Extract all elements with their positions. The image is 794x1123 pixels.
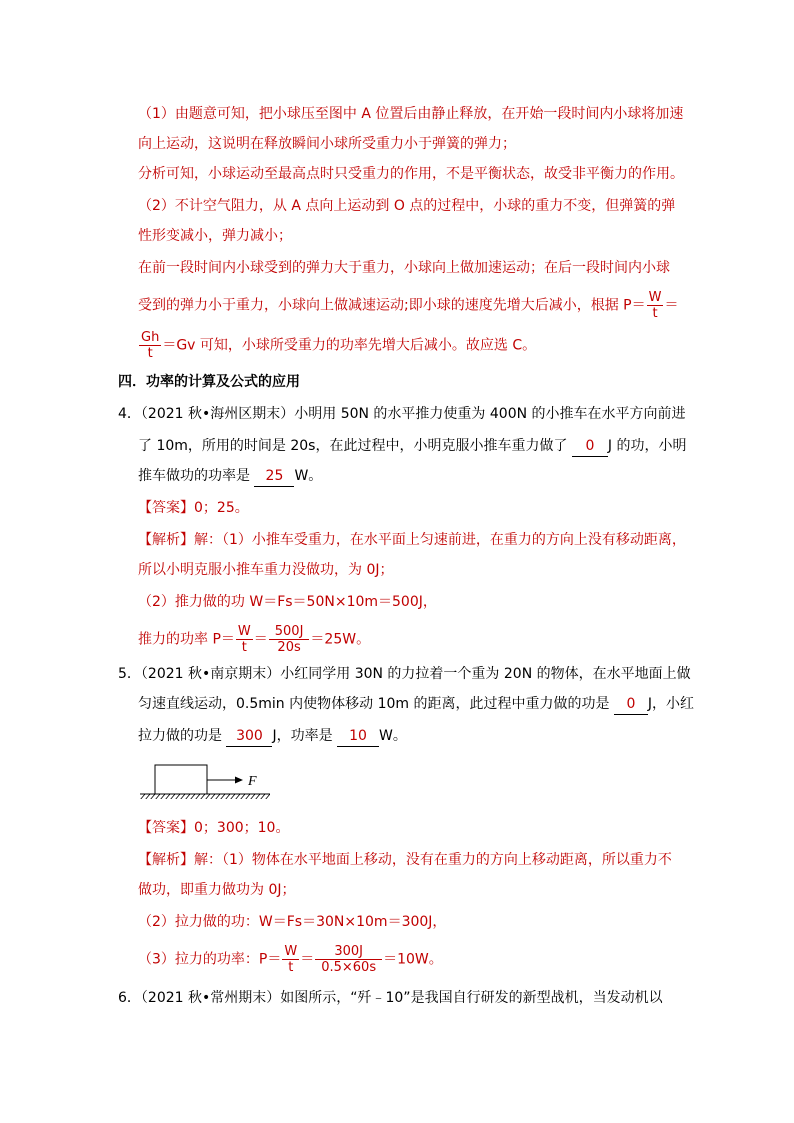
fraction-denominator: t — [147, 346, 153, 361]
q4-analysis-line-2: 所以小明克服小推车重力没做功，为 0J； — [138, 562, 394, 578]
answer-tag: 【答案】 — [138, 820, 194, 836]
fraction-denominator: 0.5×60s — [321, 960, 377, 975]
q5-blank-3: 10 — [337, 726, 379, 747]
solution-line-4: （2）不计空气阻力，从 A 点向上运动到 O 点的过程中，小球的重力不变，但弹簧的弹 — [138, 198, 676, 214]
equals-sign: ＝ — [300, 951, 315, 968]
force-diagram-svg — [140, 764, 275, 800]
analysis-tag: 【解析】 — [138, 532, 194, 548]
solution-line-2: 向上运动，这说明在释放瞬间小球所受重力小于弹簧的弹力； — [138, 136, 516, 152]
power-fraction-values — [269, 624, 310, 655]
fraction-numerator: W — [237, 624, 251, 639]
solution-line-5: 性形变减小，弹力减小； — [138, 228, 292, 244]
analysis-text: 推力的功率 P＝ — [138, 631, 235, 648]
answer-text: 0；300；10。 — [194, 820, 290, 836]
q5-stem-text: 拉力做的功是 — [138, 728, 227, 744]
fraction-numerator: 300J — [315, 944, 382, 960]
q6-stem-line-1: 6．（2021 秋•常州期末）如图所示，“歼﹣10”是我国自行研发的新型战机，当发动机以 — [118, 990, 663, 1006]
solution-line-6: 在前一段时间内小球受到的弹力大于重力，小球向上做加速运动；在后一段时间内小球 — [138, 260, 670, 276]
power-fraction-gh-over-t — [139, 330, 161, 361]
q5-stem-text: W。 — [379, 728, 407, 744]
q5-stem-text: J，功率是 — [272, 728, 338, 744]
fraction-numerator: Gh — [141, 330, 160, 345]
solution-line-8-text: ＝Gv 可知，小球所受重力的功率先增大后减小。故应选 C。 — [162, 337, 537, 354]
q5-stem-line-3 — [138, 726, 407, 747]
fraction-denominator: t — [288, 960, 294, 975]
power-fraction-w-over-t — [282, 944, 299, 975]
q5-blank-2: 300 — [226, 726, 272, 747]
fraction-denominator: t — [241, 640, 247, 655]
solution-line-7-text: 受到的弹力小于重力，小球向上做减速运动;即小球的速度先增大后减小，根据 P＝ — [138, 297, 646, 314]
answer-text: 0；25。 — [194, 500, 249, 516]
force-label: F — [248, 774, 257, 789]
q4-blank-2: 25 — [254, 466, 294, 487]
q4-analysis-line-1 — [138, 530, 686, 550]
analysis-tag: 【解析】 — [138, 852, 194, 868]
result-text: ＝25W。 — [310, 631, 371, 648]
q4-stem-text: 推车做功的功率是 — [138, 468, 255, 484]
power-fraction-w-over-t — [236, 624, 253, 655]
solution-line-3: 分析可知，小球运动至最高点时只受重力的作用，不是平衡状态，故受非平衡力的作用。 — [138, 166, 684, 182]
ground-hatching — [140, 794, 270, 799]
force-arrow-head — [235, 777, 243, 784]
q5-stem-text: J，小红 — [647, 696, 695, 712]
answer-tag: 【答案】 — [138, 500, 194, 516]
fraction-numerator: 500J — [269, 624, 310, 640]
q4-analysis-line-4 — [138, 624, 370, 655]
block — [155, 765, 207, 794]
equals-sign: ＝ — [253, 631, 268, 648]
section-heading: 四．功率的计算及公式的应用 — [118, 374, 300, 390]
q5-stem-text: 匀速直线运动，0.5min 内使物体移动 10m 的距离，此过程中重力做的功是 — [138, 696, 614, 712]
power-fraction-values — [315, 944, 382, 975]
fraction-numerator: W — [648, 290, 662, 305]
q5-blank-1: 0 — [614, 694, 648, 715]
solution-line-8 — [138, 330, 536, 361]
q5-stem-line-1: 5．（2021 秋•南京期末）小红同学用 30N 的力拉着一个重为 20N 的物体，在水平地面上做 — [118, 666, 691, 682]
fraction-numerator: W — [284, 944, 298, 959]
result-text: ＝10W。 — [383, 951, 443, 968]
q5-answer — [138, 818, 289, 838]
q4-stem-text: W。 — [294, 468, 323, 484]
q4-stem-text: J 的功，小明 — [607, 438, 687, 454]
fraction-denominator: t — [652, 306, 658, 321]
q4-answer — [138, 498, 249, 518]
solution-line-7 — [138, 290, 678, 321]
q5-stem-line-2 — [138, 694, 694, 715]
force-diagram — [140, 764, 275, 804]
analysis-text: 解：（1）物体在水平地面上移动，没有在重力的方向上移动距离，所以重力不 — [194, 852, 672, 868]
q4-blank-1: 0 — [572, 436, 608, 457]
q4-analysis-line-3: （2）推力做的功 W＝Fs＝50N×10m＝500J， — [138, 594, 437, 610]
fraction-denominator: 20s — [277, 640, 301, 655]
q5-analysis-line-3: （2）拉力做的功：W＝Fs＝30N×10m＝300J， — [138, 914, 447, 930]
equals-sign: ＝ — [664, 297, 679, 314]
q5-analysis-line-1 — [138, 850, 672, 870]
q4-stem-line-2 — [138, 436, 687, 457]
power-fraction-w-over-t — [647, 290, 664, 321]
q5-analysis-line-2: 做功，即重力做功为 0J； — [138, 882, 296, 898]
q4-stem-line-1: 4．（2021 秋•海州区期末）小明用 50N 的水平推力使重为 400N 的小推车在水平方向前进 — [118, 406, 686, 422]
analysis-text: （3）拉力的功率：P＝ — [138, 951, 282, 968]
analysis-text: 解：（1）小推车受重力，在水平面上匀速前进，在重力的方向上没有移动距离， — [194, 532, 686, 548]
solution-line-1: （1）由题意可知，把小球压至图中 A 位置后由静止释放，在开始一段时间内小球将加速 — [138, 106, 684, 122]
q4-stem-line-3 — [138, 466, 322, 487]
q5-analysis-line-4 — [138, 944, 443, 975]
q4-stem-text: 了 10m，所用的时间是 20s，在此过程中，小明克服小推车重力做了 — [138, 438, 572, 454]
